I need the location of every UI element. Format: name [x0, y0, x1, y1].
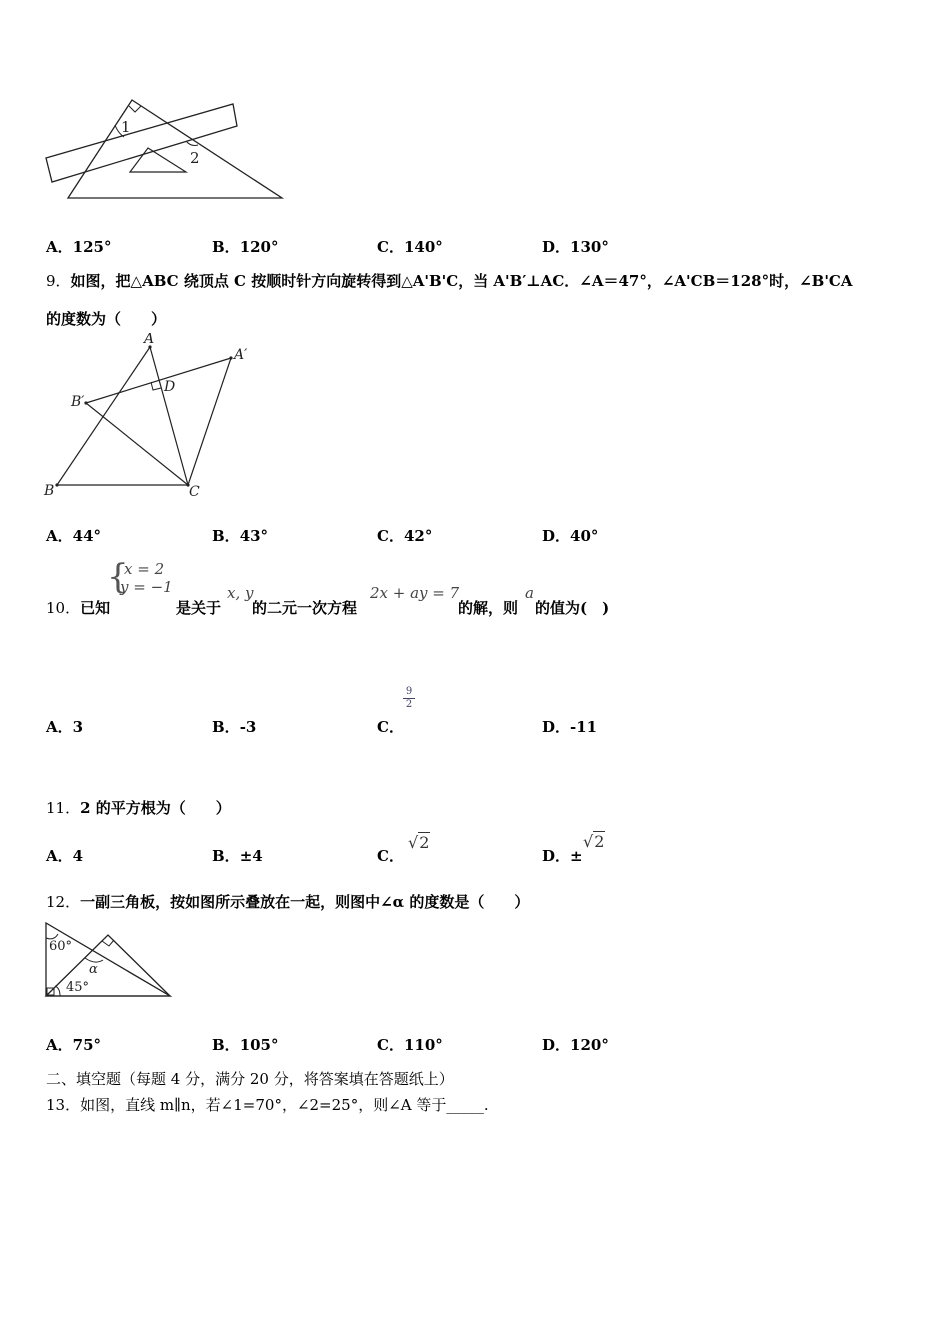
q12-option-d[interactable]: D．120°: [542, 1036, 609, 1054]
q9-label-b: B: [44, 483, 55, 499]
q9-label-a: A: [144, 333, 155, 347]
q12-label-alpha: α: [89, 962, 98, 977]
q10-option-d[interactable]: D．-11: [542, 718, 598, 736]
q10-system-line1: x = 2: [124, 560, 165, 578]
q9-label-d: D: [164, 379, 176, 395]
q11-option-b[interactable]: B．±4: [212, 847, 263, 865]
q10-system-line2: y = −1: [120, 578, 173, 596]
q10-unknown-a: a: [525, 584, 534, 602]
q8-option-a[interactable]: A．125°: [46, 238, 112, 256]
q8-ruler: [46, 104, 237, 182]
q13-answer-blank[interactable]: _____: [446, 1096, 484, 1114]
q8-option-d[interactable]: D．130°: [542, 238, 609, 256]
q9-option-c[interactable]: C．42°: [377, 527, 433, 545]
q9-option-a[interactable]: A．44°: [46, 527, 102, 545]
q8-small-triangle: [130, 148, 186, 172]
q8-figure: [40, 95, 290, 205]
q12-option-a[interactable]: A．75°: [46, 1036, 102, 1054]
q11-option-a[interactable]: A．4: [46, 847, 84, 865]
q10-text-5: 的值为( ): [535, 599, 610, 617]
q8-option-b[interactable]: B．120°: [212, 238, 279, 256]
section2-title: 二、填空题（每题 4 分，满分 20 分，将答案填在答题纸上）: [46, 1070, 454, 1088]
q10-vars: x, y: [227, 584, 254, 602]
q10-option-b[interactable]: B．-3: [212, 718, 257, 736]
q10-text-3: 的二元一次方程: [252, 599, 358, 617]
q8-option-c[interactable]: C．140°: [377, 238, 443, 256]
q9-label-c: C: [189, 484, 200, 500]
q10-option-a[interactable]: A．3: [46, 718, 84, 736]
q9-question-line2: 的度数为（ ）: [46, 310, 167, 328]
q12-option-c[interactable]: C．110°: [377, 1036, 443, 1054]
q8-large-triangle: [68, 100, 282, 198]
q9-label-b-prime: B′: [71, 394, 85, 410]
q10-frac-denominator: 2: [405, 699, 413, 710]
q12-angle45-arc: [55, 986, 60, 996]
q9-option-b[interactable]: B．43°: [212, 527, 269, 545]
q11-option-d-sqrt: √2: [583, 832, 605, 851]
q12-right-angle-mark-2: [102, 940, 114, 946]
q8-right-angle-mark: [129, 106, 141, 112]
q10-system-brace: {: [107, 557, 129, 597]
q10-option-c[interactable]: C．: [377, 718, 404, 736]
q9-label-a-prime: A′: [234, 347, 248, 363]
q9-question-line1: 9．如图，把△ABC 绕顶点 C 按顺时针方向旋转得到△A'B'C，当 A'B′⊥AC．∠A＝47°，∠A'CB＝128°时，∠B'CA: [46, 272, 853, 290]
q8-label-2: 2: [190, 149, 200, 167]
q11-option-c[interactable]: C．: [377, 847, 404, 865]
q11-option-c-sqrt: √2: [408, 833, 430, 852]
q10-text-4: 的解，则: [458, 599, 519, 617]
q12-option-b[interactable]: B．105°: [212, 1036, 279, 1054]
q9-figure: [40, 333, 265, 505]
q12-label-45: 45°: [66, 980, 90, 995]
q12-triangle-60: [46, 923, 170, 996]
q10-text-2: 是关于: [176, 599, 222, 617]
q10-question: 10．已知: [46, 599, 111, 617]
q10-equation: 2x + ay = 7: [370, 584, 460, 602]
q12-label-60: 60°: [49, 939, 73, 954]
q8-label-1: 1: [121, 118, 131, 136]
q11-question: 11．2 的平方根为（ ）: [46, 799, 231, 817]
q12-figure: [40, 918, 180, 1004]
q10-frac-numerator: 9: [405, 686, 413, 697]
q12-question: 12．一副三角板，按如图所示叠放在一起，则图中∠α 的度数是（ ）: [46, 893, 530, 911]
q10-option-c-fraction: [403, 686, 415, 711]
q11-option-d[interactable]: D．±: [542, 847, 583, 865]
q9-option-d[interactable]: D．40°: [542, 527, 599, 545]
q13-question: 13．如图，直线 m∥n，若∠1=70°，∠2=25°，则∠A 等于_____.: [46, 1096, 489, 1114]
